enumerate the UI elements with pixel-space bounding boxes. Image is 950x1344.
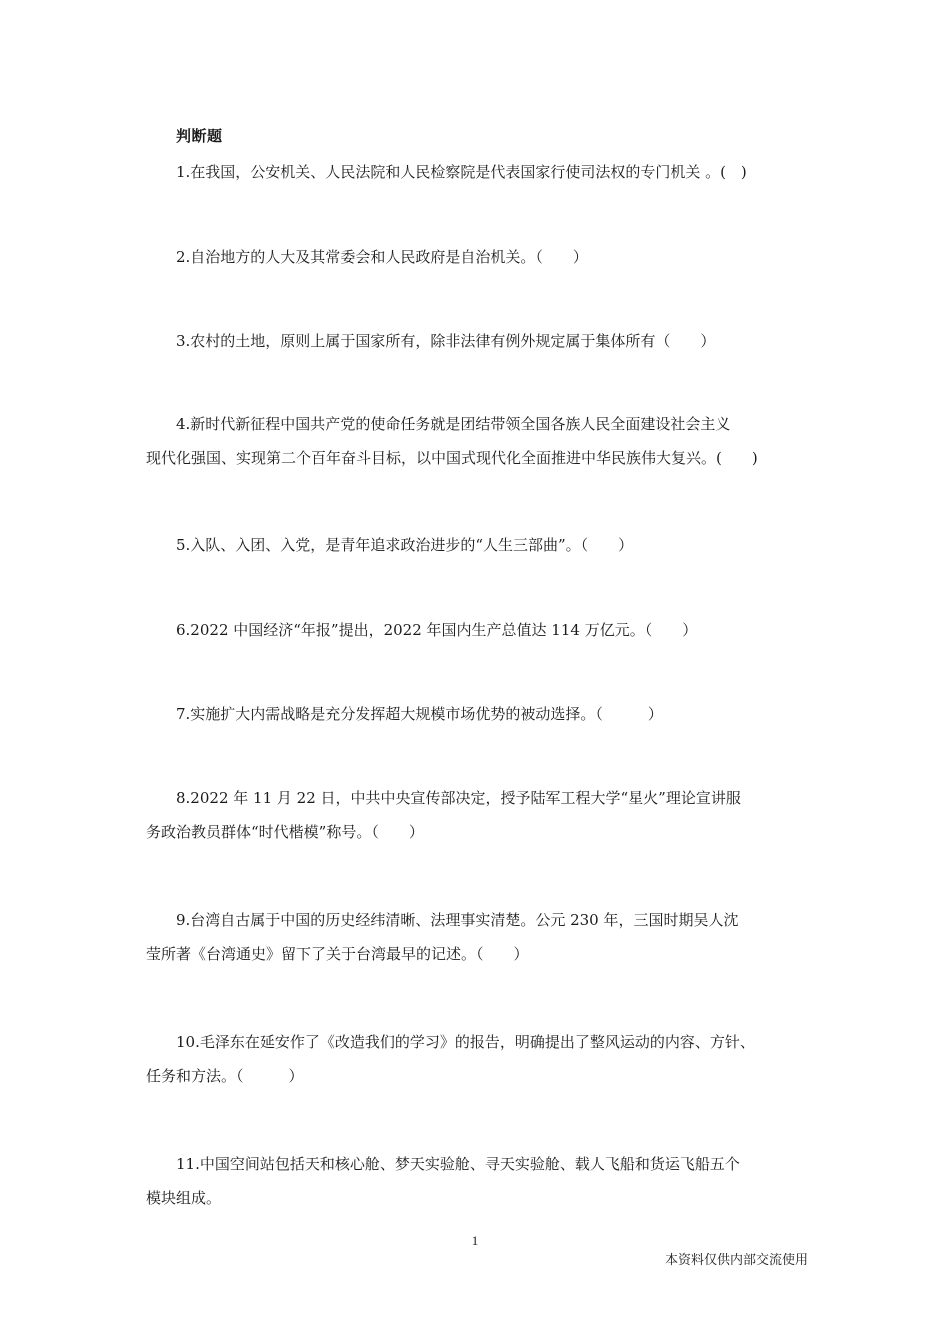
question-11 (146, 1147, 810, 1215)
question-line: 务政治教员群体“时代楷模”称号。（ ） (146, 823, 424, 841)
question-4 (146, 407, 810, 475)
question-line: 7.实施扩大内需战略是充分发挥超大规模市场优势的被动选择。（ ） (176, 705, 663, 723)
question-line: 3.农村的土地，原则上属于国家所有，除非法律有例外规定属于集体所有（ ） (176, 332, 716, 350)
question-line: 4.新时代新征程中国共产党的使命任务就是团结带领全国各族人民全面建设社会主义 (176, 415, 731, 433)
footer-note: 本资料仅供内部交流使用 (664, 1253, 808, 1268)
page-number: 1 (471, 1233, 479, 1248)
question-line: 1.在我国，公安机关、人民法院和人民检察院是代表国家行使司法权的专门机关 。( ) (176, 163, 747, 181)
question-8 (146, 781, 810, 849)
question-line: 9.台湾自古属于中国的历史经纬清晰、法理事实清楚。公元 230 年，三国时期吴人沈 (176, 911, 739, 929)
question-line: 任务和方法。（ ） (146, 1067, 304, 1085)
section-title: 判断题 (176, 127, 223, 145)
question-line: 10.毛泽东在延安作了《改造我们的学习》的报告，明确提出了整风运动的内容、方针、 (176, 1033, 755, 1051)
question-9 (146, 903, 810, 971)
question-line: 现代化强国、实现第二个百年奋斗目标，以中国式现代化全面推进中华民族伟大复兴。( ) (146, 449, 758, 467)
question-5 (146, 528, 810, 562)
question-line: 6.2022 中国经济“年报”提出，2022 年国内生产总值达 114 万亿元。（ ） (176, 621, 698, 639)
question-7 (146, 697, 810, 731)
question-6 (146, 613, 810, 647)
question-1 (146, 155, 810, 189)
question-line: 11.中国空间站包括天和核心舱、梦天实验舱、寻天实验舱、载人飞船和货运飞船五个 (176, 1155, 740, 1173)
question-line: 2.自治地方的人大及其常委会和人民政府是自治机关。（ ） (176, 248, 588, 266)
question-line: 8.2022 年 11 月 22 日，中共中央宣传部决定，授予陆军工程大学“星火”理论宣讲服 (176, 789, 741, 807)
question-3 (146, 324, 810, 358)
question-line: 莹所著《台湾通史》留下了关于台湾最早的记述。（ ） (146, 945, 529, 963)
question-line: 5.入队、入团、入党，是青年追求政治进步的“人生三部曲”。（ ） (176, 536, 634, 554)
question-line: 模块组成。 (146, 1189, 222, 1207)
question-10 (146, 1025, 810, 1093)
question-2 (146, 240, 810, 274)
